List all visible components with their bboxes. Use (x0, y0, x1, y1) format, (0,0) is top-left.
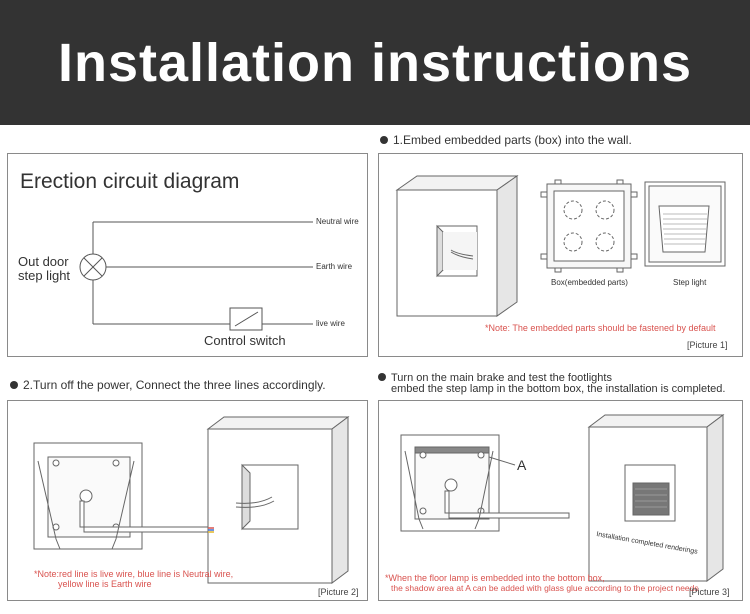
light-label-line2: step light (18, 268, 71, 283)
page-title: Installation instructions (57, 33, 693, 93)
circuit-title: Erection circuit diagram (20, 170, 240, 193)
earth-wire-label: Earth wire (316, 262, 353, 271)
wall-block-side (497, 176, 517, 316)
step2-note-line1: *Note:red line is live wire, blue line is Neutral wire, (34, 569, 234, 579)
step2-title: 2.Turn off the power, Connect the three lines accordingly. (10, 378, 326, 392)
connector-knob (445, 479, 457, 491)
step3-note-line1: *When the floor lamp is embedded into the bottom box, (385, 573, 605, 583)
control-switch-label: Control switch (204, 333, 286, 348)
step-light-label: Step light (673, 278, 707, 287)
step3-illustration (379, 401, 744, 602)
light-label-line1: Out door (18, 254, 69, 269)
wall-block-top (397, 176, 517, 190)
picture2-caption: [Picture 2] (318, 587, 359, 597)
step2-panel (7, 400, 368, 601)
header-banner (0, 0, 750, 125)
bullet-icon (380, 136, 388, 144)
step2-note-line2: yellow line is Earth wire (58, 579, 152, 589)
wall-block-top (589, 415, 723, 427)
wall-block-side (332, 417, 348, 583)
step1-panel (378, 153, 743, 357)
step3-note-line2: the shadow area at A can be added with glass glue according to the project needs (391, 583, 699, 593)
bullet-icon (10, 381, 18, 389)
rendering-label: Installation completed renderings (595, 531, 699, 556)
step3-title-line2: embed the step lamp in the bottom box, the installation is completed. (391, 383, 726, 395)
live-wire-label: live wire (316, 319, 345, 328)
box-label: Box(embedded parts) (551, 278, 628, 287)
step3-panel (378, 400, 743, 601)
bullet-icon (378, 373, 386, 381)
neutral-wire-label: Neutral wire (316, 217, 359, 226)
circuit-diagram-panel (7, 153, 368, 357)
connector-knob (80, 490, 92, 502)
step1-title: 1.Embed embedded parts (box) into the wall. (380, 133, 632, 147)
step3-title-line1: Turn on the main brake and test the footlights (378, 372, 612, 384)
picture1-caption: [Picture 1] (687, 340, 728, 350)
wall-block-side (707, 415, 723, 581)
callout-label-a: A (517, 457, 527, 473)
step1-note: *Note: The embedded parts should be fastened by default (485, 323, 716, 333)
picture3-caption: [Picture 3] (689, 587, 730, 597)
wall-block-top (208, 417, 348, 429)
